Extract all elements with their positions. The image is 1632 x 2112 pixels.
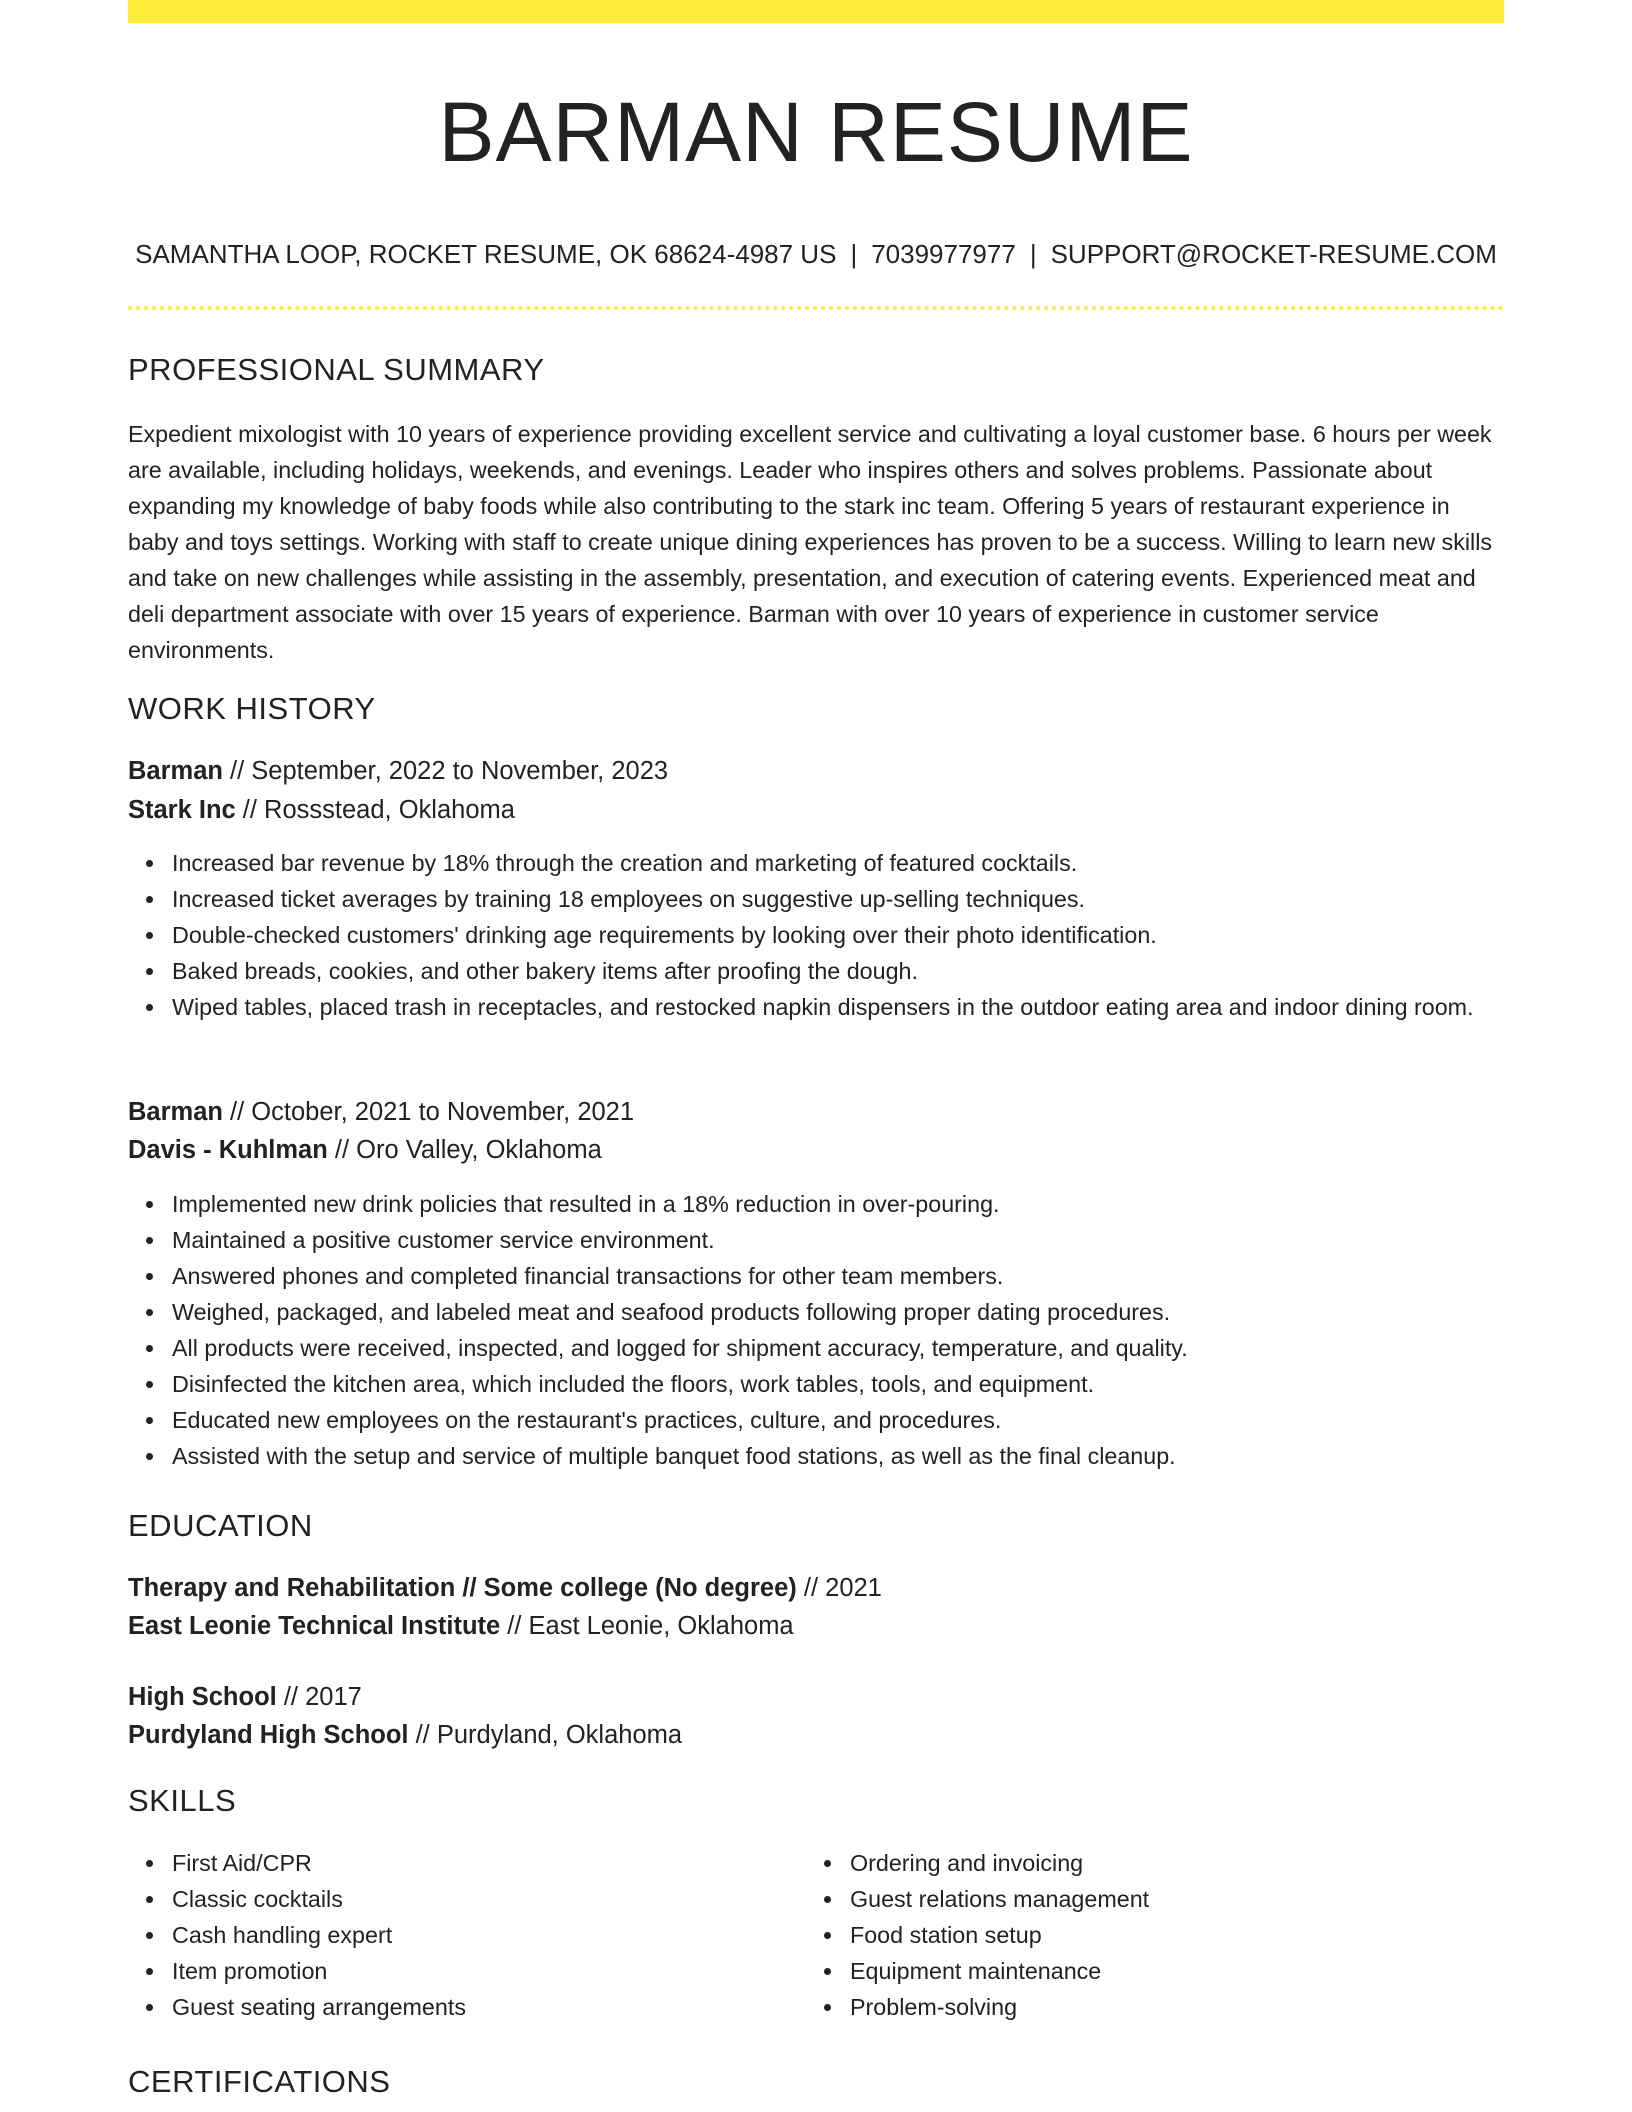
list-item: All products were received, inspected, and logged for shipment accuracy, temperature, and quality. [172, 1330, 1504, 1366]
list-item: Answered phones and completed financial transactions for other team members. [172, 1258, 1504, 1294]
skill-item: Food station setup [850, 1917, 1632, 1953]
summary-text: Expedient mixologist with 10 years of experience providing excellent service and cultivating a loyal customer base. 6 hours per week are available, including holidays, weekends, and evenings. Leader who inspires others and solves problems. Passionate about expanding my knowledge of baby foods while also contributing to the stark inc team. Offering 5 years of restaurant experience in baby and toys settings. Working with staff to create unique dining experiences has proven to be a success. Willing to learn new skills and take on new challenges while assisting in the assembly, presentation, and execution of catering events. Experienced meat and deli department associate with over 15 years of experience. Barman with over 10 years of experience in customer service environments. [128, 421, 1493, 663]
job-location: // Rossstead, Oklahoma [235, 796, 515, 824]
job-bullet-list [128, 1186, 1504, 1474]
list-item: Increased bar revenue by 18% through the creation and marketing of featured cocktails. [172, 845, 1504, 881]
job-company-line [128, 1132, 602, 1168]
section-heading-education: EDUCATION [128, 1508, 313, 1543]
contact-address: SAMANTHA LOOP, ROCKET RESUME, OK 68624-4987 US [135, 239, 837, 269]
skill-item: Guest relations management [850, 1881, 1632, 1917]
skill-item: Guest seating arrangements [172, 1989, 1504, 2025]
education-year: // 2021 [796, 1574, 882, 1602]
education-location: // East Leonie, Oklahoma [500, 1612, 794, 1640]
page-title: BARMAN RESUME [438, 85, 1194, 179]
contact-separator: | [850, 239, 858, 269]
education-school: East Leonie Technical Institute [128, 1612, 501, 1640]
list-item: Weighed, packaged, and labeled meat and seafood products following proper dating procedures. [172, 1294, 1504, 1330]
accent-top-bar [128, 0, 1504, 23]
list-item: Double-checked customers' drinking age requirements by looking over their photo identification. [172, 917, 1504, 953]
job-dates: // October, 2021 to November, 2021 [222, 1098, 635, 1126]
section-heading-skills: SKILLS [128, 1783, 237, 1818]
dotted-divider [128, 306, 1504, 310]
list-item: Increased ticket averages by training 18 employees on suggestive up-selling techniques. [172, 881, 1504, 917]
education-degree-line [128, 1570, 882, 1606]
job-title-line [128, 753, 668, 789]
job-title: Barman [128, 1098, 223, 1126]
skill-item: Item promotion [172, 1953, 1504, 1989]
job-title-line [128, 1094, 634, 1130]
job-location: // Oro Valley, Oklahoma [327, 1136, 602, 1164]
list-item: Maintained a positive customer service environment. [172, 1222, 1504, 1258]
education-degree-line [128, 1679, 362, 1715]
section-heading-summary: PROFESSIONAL SUMMARY [128, 352, 545, 387]
job-title: Barman [128, 757, 223, 785]
job-company-line [128, 792, 515, 828]
education-degree: Therapy and Rehabilitation // Some college (No degree) [128, 1574, 797, 1602]
education-year: // 2017 [276, 1683, 362, 1711]
skill-item: Problem-solving [850, 1989, 1632, 2025]
job-company: Davis - Kuhlman [128, 1136, 328, 1164]
list-item: Implemented new drink policies that resulted in a 18% reduction in over-pouring. [172, 1186, 1504, 1222]
list-item: Educated new employees on the restaurant's practices, culture, and procedures. [172, 1402, 1504, 1438]
education-degree: High School [128, 1683, 277, 1711]
job-dates: // September, 2022 to November, 2023 [222, 757, 669, 785]
contact-email: SUPPORT@ROCKET-RESUME.COM [1050, 239, 1497, 269]
list-item: Assisted with the setup and service of multiple banquet food stations, as well as the final cleanup. [172, 1438, 1504, 1474]
education-school-line [128, 1608, 794, 1644]
skill-item: First Aid/CPR [172, 1845, 1504, 1881]
skill-item: Classic cocktails [172, 1881, 1504, 1917]
contact-phone: 7039977977 [871, 239, 1016, 269]
contact-line [128, 236, 1504, 272]
skill-item: Ordering and invoicing [850, 1845, 1632, 1881]
contact-separator: | [1029, 239, 1037, 269]
skill-item: Equipment maintenance [850, 1953, 1632, 1989]
section-heading-certifications: CERTIFICATIONS [128, 2064, 391, 2099]
section-heading-work-history: WORK HISTORY [128, 691, 376, 726]
education-location: // Purdyland, Oklahoma [408, 1721, 683, 1749]
job-bullet-list [128, 845, 1504, 1025]
skill-item: Cash handling expert [172, 1917, 1504, 1953]
list-item: Disinfected the kitchen area, which included the floors, work tables, tools, and equipment. [172, 1366, 1504, 1402]
job-company: Stark Inc [128, 796, 236, 824]
list-item: Baked breads, cookies, and other bakery items after proofing the dough. [172, 953, 1504, 989]
skills-list-right [806, 1845, 1632, 2025]
education-school-line [128, 1717, 682, 1753]
education-school: Purdyland High School [128, 1721, 409, 1749]
list-item: Wiped tables, placed trash in receptacles, and restocked napkin dispensers in the outdoor eating area and indoor dining room. [172, 989, 1504, 1025]
